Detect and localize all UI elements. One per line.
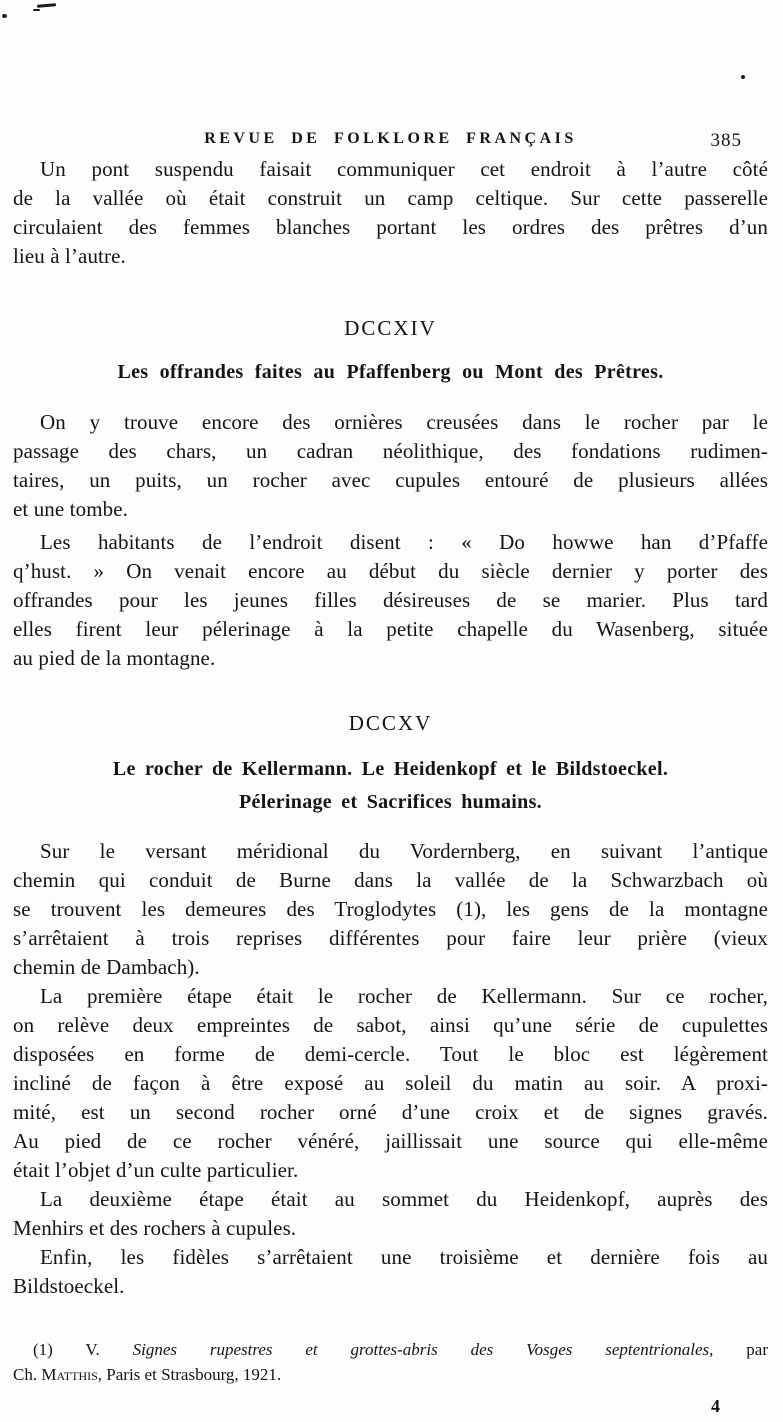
text-line — [13, 1337, 768, 1362]
text-line: au pied de la montagne. — [13, 646, 216, 670]
journal-title: REVUE DE FOLKLORE FRANÇAIS — [204, 130, 577, 147]
text-segment: Matthis — [41, 1365, 98, 1384]
paragraph — [13, 1185, 768, 1243]
paragraph — [13, 982, 768, 1185]
text-line: Sur le versant méridional du Vordernberg, en suivant l’antique — [40, 839, 768, 863]
page-number: 385 — [710, 130, 742, 151]
text-segment: , Paris et Strasbourg, 1921. — [97, 1365, 282, 1384]
text-line: Bildstoeckel. — [13, 1274, 125, 1298]
text-segment: par — [713, 1340, 768, 1359]
section-title-dccxiv — [13, 358, 768, 387]
text-line: Pélerinage et Sacrifices humains. — [239, 791, 542, 813]
gathering-signature-mark: 4 — [711, 1396, 720, 1416]
section-number-dccxv: DCCXV — [348, 711, 433, 735]
paragraph — [13, 1243, 768, 1301]
text-line: incliné de façon à être exposé au soleil du matin au soir. A proxi- — [13, 1071, 768, 1095]
text-line: La deuxième étape était au sommet du Heidenkopf, auprès des — [40, 1187, 768, 1211]
text-line: Menhirs et des rochers à cupules. — [13, 1216, 297, 1240]
text-segment: Signes rupestres et grottes-abris des Vosges septentrionales, — [132, 1340, 714, 1359]
text-line: Les offrandes faites au Pfaffenberg ou Mont des Prêtres. — [117, 361, 664, 383]
text-line: chemin de Dambach). — [13, 955, 200, 979]
text-segment: Ch. — [13, 1365, 42, 1384]
text-line: Au pied de ce rocher vénéré, jaillissait une source qui elle-même — [13, 1129, 768, 1153]
scan-artifact-dot — [2, 14, 7, 18]
text-line: se trouvent les demeures des Troglodytes (1), les gens de la montagne — [13, 897, 768, 921]
text-line: elles firent leur pélerinage à la petite chapelle du Wasenberg, située — [13, 617, 768, 641]
text-line: offrandes pour les jeunes filles désireuses de se marier. Plus tard — [13, 588, 768, 612]
paragraph-intro — [13, 155, 768, 271]
footnote — [13, 1337, 768, 1387]
text-line: lieu à l’autre. — [13, 244, 126, 268]
text-line: q’hust. » On venait encore au début du siècle dernier y porter des — [13, 559, 768, 583]
text-line: Enfin, les fidèles s’arrêtaient une troisième et dernière fois au — [40, 1245, 768, 1269]
running-header — [13, 130, 768, 154]
signature-row — [13, 1396, 768, 1417]
text-line: Un pont suspendu faisait communiquer cet endroit à l’autre côté — [40, 157, 768, 181]
text-line: La première étape était le rocher de Kellermann. Sur ce rocher, — [40, 984, 768, 1008]
text-segment: (1) V. — [33, 1340, 133, 1359]
text-line: passage des chars, un cadran néolithique, des fondations rudimen- — [13, 439, 768, 463]
scan-artifact-tick — [33, 9, 40, 11]
paragraph — [13, 408, 768, 524]
text-line: mité, est un second rocher orné d’une croix et de signes gravés. — [13, 1100, 768, 1124]
text-line: s’arrêtaient à trois reprises différentes pour faire leur prière (vieux — [13, 926, 768, 950]
text-line: Les habitants de l’endroit disent : « Do howwe han d’Pfaffe — [40, 530, 768, 554]
text-line: était l’objet d’un culte particulier. — [13, 1158, 299, 1182]
text-line: taires, un puits, un rocher avec cupules entouré de plusieurs allées — [13, 468, 768, 492]
text-line: disposées en forme de demi-cercle. Tout le bloc est légèrement — [13, 1042, 768, 1066]
text-line: on relève deux empreintes de sabot, ainsi qu’une série de cupulettes — [13, 1013, 768, 1037]
text-line: On y trouve encore des ornières creusées dans le rocher par le — [40, 410, 768, 434]
paragraph — [13, 528, 768, 673]
paragraph — [13, 837, 768, 982]
section-number-dccxiv: DCCXIV — [344, 316, 437, 340]
text-line: chemin qui conduit de Burne dans la vallée de la Schwarzbach où — [13, 868, 768, 892]
text-line — [13, 1362, 768, 1387]
scan-artifact-dot — [741, 75, 745, 79]
text-line: Le rocher de Kellermann. Le Heidenkopf et le Bildstoeckel. — [112, 758, 669, 780]
section-title-dccxv — [13, 753, 768, 819]
page-body — [13, 155, 768, 1417]
text-line: circulaient des femmes blanches portant les ordres des prêtres d’un — [13, 215, 768, 239]
text-line: et une tombe. — [13, 497, 129, 521]
scan-artifact-dash — [37, 3, 56, 8]
text-line: de la vallée où était construit un camp celtique. Sur cette passerelle — [13, 186, 768, 210]
